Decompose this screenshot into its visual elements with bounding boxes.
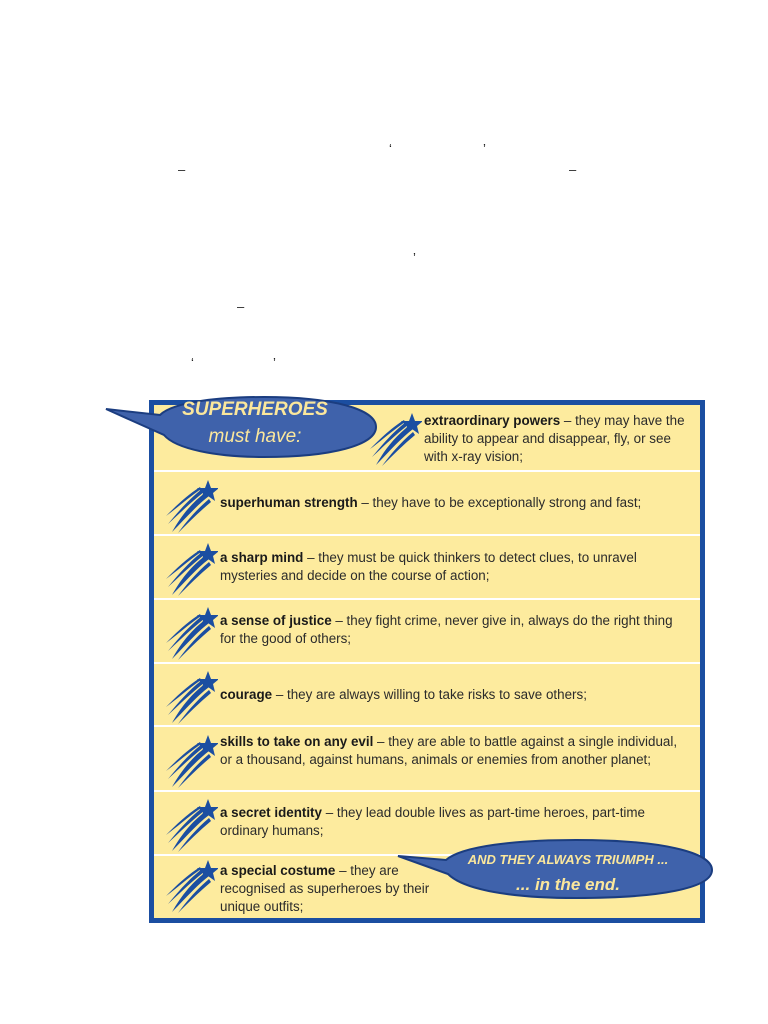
list-item [154,664,700,727]
list-item-text [220,612,686,648]
bubble-bottom-line2: ... in the end. [516,875,620,894]
item-term: a special costume [220,863,336,878]
stray-mark: – [569,162,577,177]
item-description: – they fight crime, never give in, always do the right thing for the good of others; [220,613,673,646]
bubble-bottom-line1: AND THEY ALWAYS TRIUMPH ... [467,852,669,867]
shooting-star-icon [166,733,218,789]
stray-mark: – [237,299,245,314]
stray-mark: ’ [413,250,416,265]
list-item [154,472,700,536]
shooting-star-icon [166,858,218,914]
shooting-star-icon [166,669,218,725]
stray-mark: ‘ [389,141,392,156]
item-term: skills to take on any evil [220,734,374,749]
item-term: a sharp mind [220,550,304,565]
item-term: a secret identity [220,805,322,820]
item-term: a sense of justice [220,613,332,628]
list-item-text [424,412,686,466]
item-description: – they lead double lives as part-time heroes, part-time ordinary humans; [220,805,645,838]
item-description: – they are able to battle against a single individual, or a thousand, against humans, animals or enemies from another planet; [220,734,678,767]
list-item-text [220,494,686,512]
stray-mark: – [178,162,186,177]
list-item [154,536,700,600]
item-description: – they have to be exceptionally strong and fast; [357,495,642,510]
list-item-text [220,733,686,769]
stray-mark: ’ [273,355,276,370]
bubble-subtitle: must have: [208,426,302,447]
list-item-text [220,549,686,585]
shooting-star-icon [166,797,218,853]
shooting-star-icon [166,541,218,597]
item-description: – they may have the ability to appear and disappear, fly, or see with x-ray vision; [424,413,685,464]
shooting-star-icon [166,478,218,534]
item-term: extraordinary powers [424,413,561,428]
item-description: – they are always willing to take risks to save others; [272,687,587,702]
stray-mark: ‘ [191,355,194,370]
list-item [154,600,700,664]
item-description: – they are recognised as superheroes by their unique outfits; [220,863,430,914]
shooting-star-icon [166,605,218,661]
list-item-text [220,686,686,704]
item-term: courage [220,687,273,702]
bubble-title: SUPERHEROES [182,399,328,420]
list-item-text [220,804,686,840]
item-term: superhuman strength [220,495,358,510]
item-description: – they must be quick thinkers to detect clues, to unravel mysteries and decide on the course of action; [220,550,637,583]
stray-mark: ’ [483,141,486,156]
list-item [154,727,700,792]
